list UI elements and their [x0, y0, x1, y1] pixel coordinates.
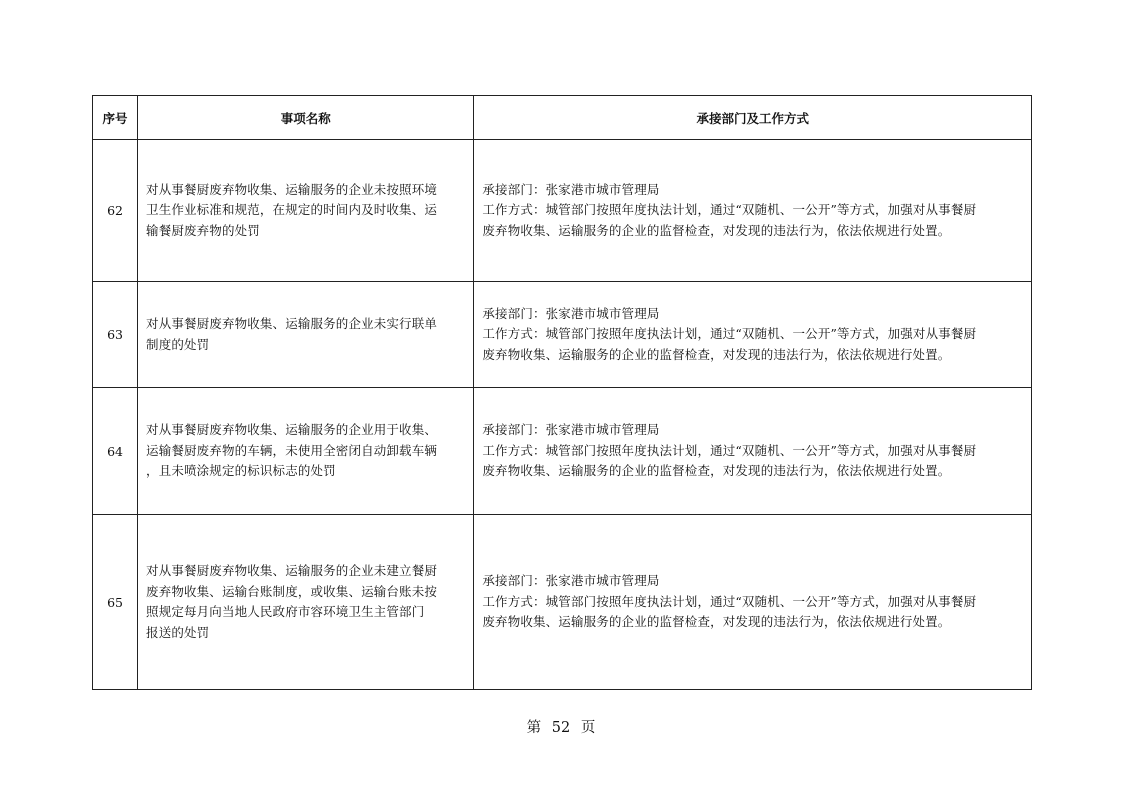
dept-line: 承接部门：张家港市城市管理局 [482, 422, 660, 438]
dept-line: 承接部门：张家港市城市管理局 [482, 573, 660, 589]
dept-line: 废弃物收集、运输服务的企业的监督检查，对发现的违法行为，依法依规进行处置。 [482, 346, 951, 362]
name-line: 对从事餐厨废弃物收集、运输服务的企业未按照环境 [146, 181, 437, 197]
row-dept [474, 515, 1032, 690]
dept-line: 承接部门：张家港市城市管理局 [482, 305, 660, 321]
row-seq: 62 [93, 140, 138, 282]
header-dept: 承接部门及工作方式 [474, 96, 1032, 140]
name-line: 卫生作业标准和规范，在规定的时间内及时收集、运 [146, 202, 437, 218]
row-name [138, 282, 474, 388]
table-row [93, 282, 1032, 388]
dept-line: 废弃物收集、运输服务的企业的监督检查，对发现的违法行为，依法依规进行处置。 [482, 222, 951, 238]
row-seq: 63 [93, 282, 138, 388]
name-line: 制度的处罚 [146, 336, 210, 352]
matters-table [92, 95, 1032, 690]
row-seq: 64 [93, 388, 138, 515]
name-line: 运输餐厨废弃物的车辆，未使用全密闭自动卸载车辆 [146, 442, 437, 458]
name-line: 输餐厨废弃物的处罚 [146, 222, 260, 238]
row-seq: 65 [93, 515, 138, 690]
dept-line: 工作方式：城管部门按照年度执法计划，通过“双随机、一公开”等方式，加强对从事餐厨 [482, 593, 977, 609]
dept-line: 废弃物收集、运输服务的企业的监督检查，对发现的违法行为，依法依规进行处置。 [482, 463, 951, 479]
row-name [138, 140, 474, 282]
row-dept [474, 140, 1032, 282]
dept-line: 工作方式：城管部门按照年度执法计划，通过“双随机、一公开”等方式，加强对从事餐厨 [482, 326, 977, 342]
dept-line: 承接部门：张家港市城市管理局 [482, 181, 660, 197]
dept-line: 废弃物收集、运输服务的企业的监督检查，对发现的违法行为，依法依规进行处置。 [482, 614, 951, 630]
page-suffix: 页 [580, 720, 596, 736]
row-name [138, 388, 474, 515]
row-name [138, 515, 474, 690]
row-dept [474, 388, 1032, 515]
table-row [93, 515, 1032, 690]
page-prefix: 第 [526, 720, 542, 736]
name-line: 报送的处罚 [146, 624, 210, 640]
name-line: 对从事餐厨废弃物收集、运输服务的企业未实行联单 [146, 316, 437, 331]
name-line: 对从事餐厨废弃物收集、运输服务的企业用于收集、 [146, 422, 437, 438]
page-footer [0, 716, 1122, 737]
name-line: ，且未喷涂规定的标识标志的处罚 [146, 463, 336, 479]
table-row [93, 388, 1032, 515]
name-line: 照规定每月向当地人民政府市容环境卫生主管部门 [146, 604, 425, 619]
dept-line: 工作方式：城管部门按照年度执法计划，通过“双随机、一公开”等方式，加强对从事餐厨 [482, 202, 977, 218]
dept-line: 工作方式：城管部门按照年度执法计划，通过“双随机、一公开”等方式，加强对从事餐厨 [482, 442, 977, 458]
table-header-row [93, 96, 1032, 140]
header-name: 事项名称 [138, 96, 474, 140]
name-line: 对从事餐厨废弃物收集、运输服务的企业未建立餐厨 [146, 563, 437, 578]
table-row [93, 140, 1032, 282]
name-line: 废弃物收集、运输台账制度，或收集、运输台账未按 [146, 583, 437, 599]
row-dept [474, 282, 1032, 388]
page-number: 52 [551, 720, 571, 736]
header-seq: 序号 [93, 96, 138, 140]
